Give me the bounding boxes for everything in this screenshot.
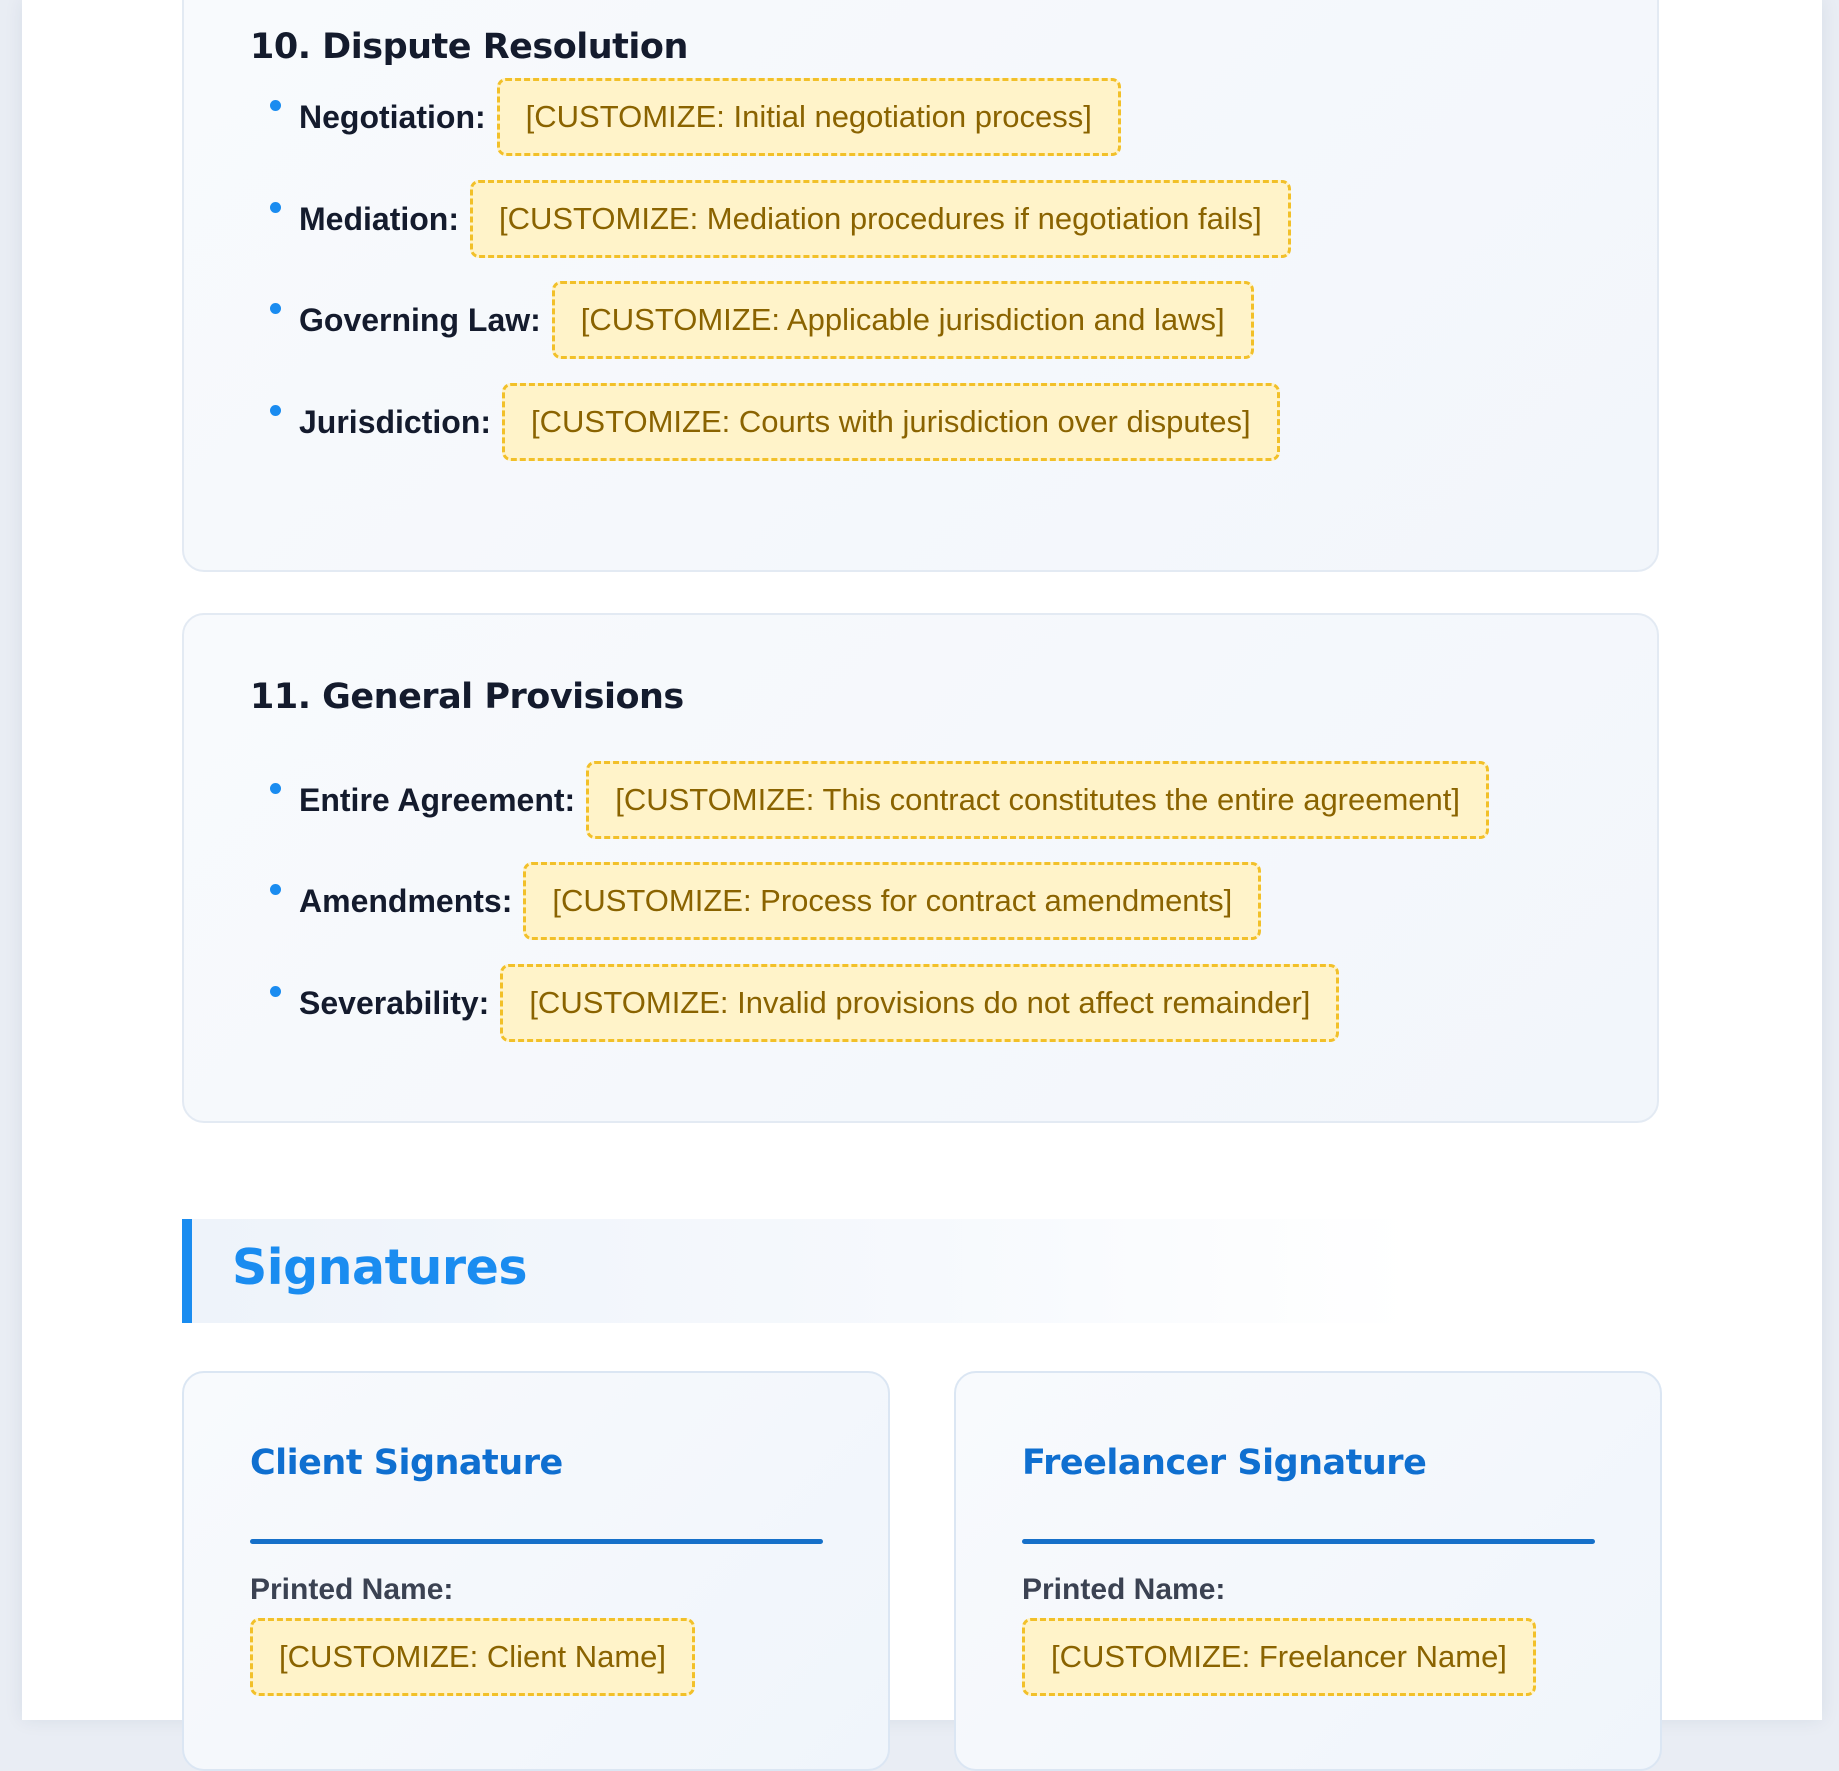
list-item-governing-law xyxy=(250,281,1254,359)
item-label: Amendments: xyxy=(299,882,513,919)
item-label: Jurisdiction: xyxy=(299,403,492,440)
item-label: Severability: xyxy=(299,984,490,1021)
bullet-icon xyxy=(270,100,281,111)
item-label: Entire Agreement: xyxy=(299,781,576,818)
freelancer-signature-title: Freelancer Signature xyxy=(1022,1443,1427,1483)
customize-placeholder[interactable]: [CUSTOMIZE: Applicable jurisdiction and laws] xyxy=(552,281,1254,359)
bullet-icon xyxy=(270,303,281,314)
list-item-severability xyxy=(250,964,1339,1042)
section-general-provisions xyxy=(182,613,1659,1123)
list-item-amendments xyxy=(250,862,1261,940)
customize-placeholder[interactable]: [CUSTOMIZE: Process for contract amendments] xyxy=(523,862,1261,940)
item-label: Governing Law: xyxy=(299,301,541,338)
client-signature-card xyxy=(182,1371,890,1771)
signatures-title: Signatures xyxy=(232,1239,527,1296)
document-page xyxy=(22,0,1822,1720)
printed-name-label: Printed Name: xyxy=(1022,1573,1226,1606)
customize-placeholder[interactable]: [CUSTOMIZE: Mediation procedures if negotiation fails] xyxy=(470,180,1291,258)
customize-placeholder[interactable]: [CUSTOMIZE: Courts with jurisdiction over disputes] xyxy=(502,383,1280,461)
bullet-icon xyxy=(270,986,281,997)
list-item-entire-agreement xyxy=(250,761,1489,839)
list-item-jurisdiction xyxy=(250,383,1280,461)
freelancer-signature-line[interactable] xyxy=(1022,1539,1595,1544)
client-name-placeholder[interactable]: [CUSTOMIZE: Client Name] xyxy=(250,1618,695,1696)
list-item-mediation xyxy=(250,180,1291,258)
item-label: Mediation: xyxy=(299,200,459,237)
bullet-icon xyxy=(270,202,281,213)
customize-placeholder[interactable]: [CUSTOMIZE: Initial negotiation process] xyxy=(497,78,1121,156)
section-dispute-resolution xyxy=(182,0,1659,572)
item-label: Negotiation: xyxy=(299,98,486,135)
section-title: 11. General Provisions xyxy=(250,677,684,717)
customize-placeholder[interactable]: [CUSTOMIZE: This contract constitutes the entire agreement] xyxy=(586,761,1489,839)
client-signature-line[interactable] xyxy=(250,1539,823,1544)
printed-name-label: Printed Name: xyxy=(250,1573,454,1606)
freelancer-signature-card xyxy=(954,1371,1662,1771)
bullet-icon xyxy=(270,783,281,794)
list-item-negotiation xyxy=(250,78,1121,156)
bullet-icon xyxy=(270,405,281,416)
section-title: 10. Dispute Resolution xyxy=(250,27,688,67)
freelancer-name-placeholder[interactable]: [CUSTOMIZE: Freelancer Name] xyxy=(1022,1618,1536,1696)
client-signature-title: Client Signature xyxy=(250,1443,563,1483)
customize-placeholder[interactable]: [CUSTOMIZE: Invalid provisions do not affect remainder] xyxy=(500,964,1339,1042)
signatures-header xyxy=(182,1219,1412,1323)
bullet-icon xyxy=(270,884,281,895)
